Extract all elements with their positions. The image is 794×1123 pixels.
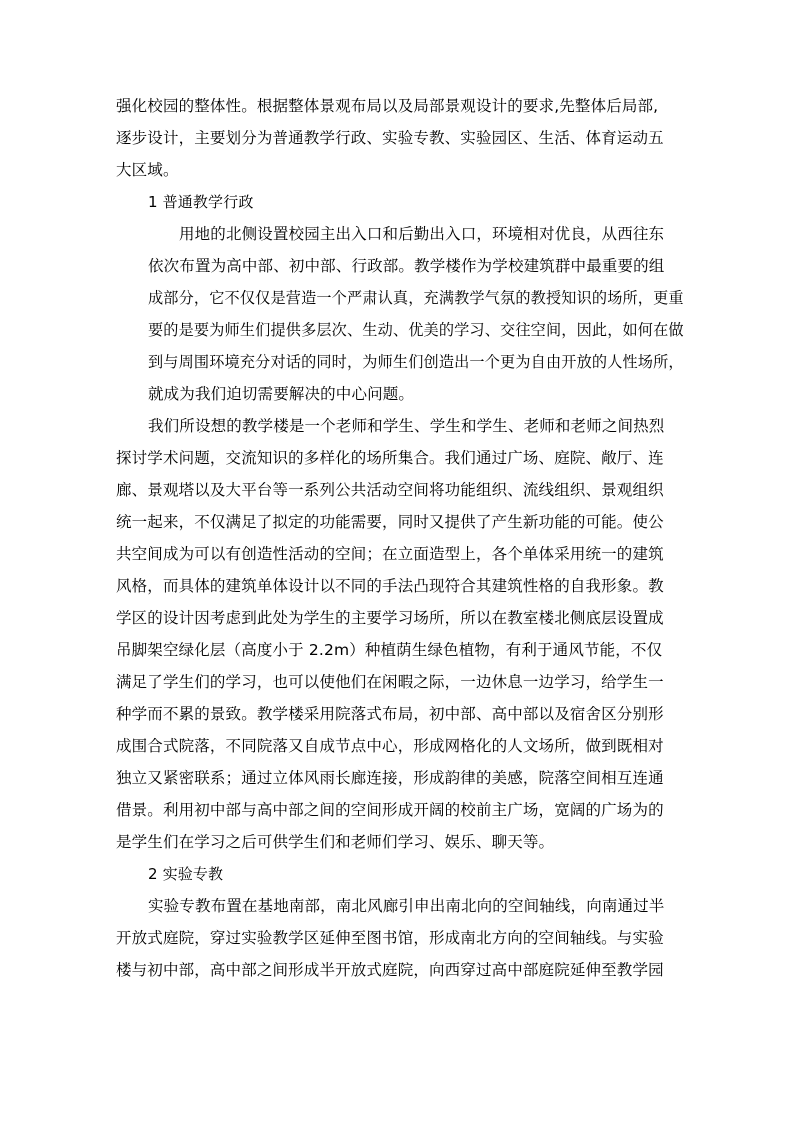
text-line: 统一起来，不仅满足了拟定的功能需要，同时又提供了产生新功能的可能。使公	[116, 513, 664, 531]
section-heading: 2 实验专教	[148, 865, 224, 883]
text-line: 廊、景观塔以及大平台等一系列公共活动空间将功能组织、流线组织、景观组织	[116, 481, 664, 499]
text-line: 成围合式院落，不同院落又自成节点中心，形成网格化的人文场所，做到既相对	[116, 737, 664, 755]
text-line: 大区域。	[116, 161, 179, 179]
section-heading: 1 普通教学行政	[148, 193, 254, 211]
text-line: 逐步设计，主要划分为普通教学行政、实验专教、实验园区、生活、体育运动五	[116, 129, 664, 147]
text-line: 楼与初中部，高中部之间形成半开放式庭院，向西穿过高中部庭院延伸至教学园	[116, 961, 664, 979]
text-line: 强化校园的整体性。根据整体景观布局以及局部景观设计的要求,先整体后局部,	[116, 97, 659, 115]
text-line: 依次布置为高中部、初中部、行政部。教学楼作为学校建筑群中最重要的组	[148, 257, 665, 275]
text-line: 就成为我们迫切需要解决的中心问题。	[148, 385, 415, 403]
text-line: 满足了学生们的学习，也可以使他们在闲暇之际，一边休息一边学习，给学生一	[116, 673, 664, 691]
text-line: 用地的北侧设置校园主出入口和后勤出入口，环境相对优良，从西往东	[179, 225, 665, 243]
text-line: 探讨学术问题，交流知识的多样化的场所集合。我们通过广场、庭院、敞厅、连	[116, 449, 664, 467]
text-line: 共空间成为可以有创造性活动的空间；在立面造型上，各个单体采用统一的建筑	[116, 545, 664, 563]
text-line: 要的是要为师生们提供多层次、生动、优美的学习、交往空间，因此，如何在做	[148, 321, 684, 339]
text-line: 成部分，它不仅仅是营造一个严肃认真，充满教学气氛的教授知识的场所，更重	[148, 289, 684, 307]
text-line: 学区的设计因考虑到此处为学生的主要学习场所，所以在教室楼北侧底层设置成	[116, 609, 664, 627]
text-line: 吊脚架空绿化层（高度小于 2.2m）种植荫生绿色植物，有利于通风节能，不仅	[116, 641, 663, 659]
text-line: 独立又紧密联系；通过立体风雨长廊连接，形成韵律的美感，院落空间相互连通	[116, 769, 664, 787]
text-line: 借景。利用初中部与高中部之间的空间形成开阔的校前主广场，宽阔的广场为的	[116, 801, 664, 819]
text-line: 实验专教布置在基地南部，南北风廊引申出南北向的空间轴线，向南通过半	[148, 897, 665, 915]
text-line: 种学而不累的景致。教学楼采用院落式布局，初中部、高中部以及宿舍区分别形	[116, 705, 664, 723]
text-line: 开放式庭院，穿过实验教学区延伸至图书馆，形成南北方向的空间轴线。与实验	[116, 929, 664, 947]
text-line: 是学生们在学习之后可供学生们和老师们学习、娱乐、聊天等。	[116, 833, 555, 851]
text-line: 到与周围环境充分对话的同时，为师生们创造出一个更为自由开放的人性场所，	[148, 353, 684, 371]
text-line: 我们所设想的教学楼是一个老师和学生、学生和学生、老师和老师之间热烈	[148, 417, 665, 435]
text-line: 风格，而具体的建筑单体设计以不同的手法凸现符合其建筑性格的自我形象。教	[116, 577, 664, 595]
